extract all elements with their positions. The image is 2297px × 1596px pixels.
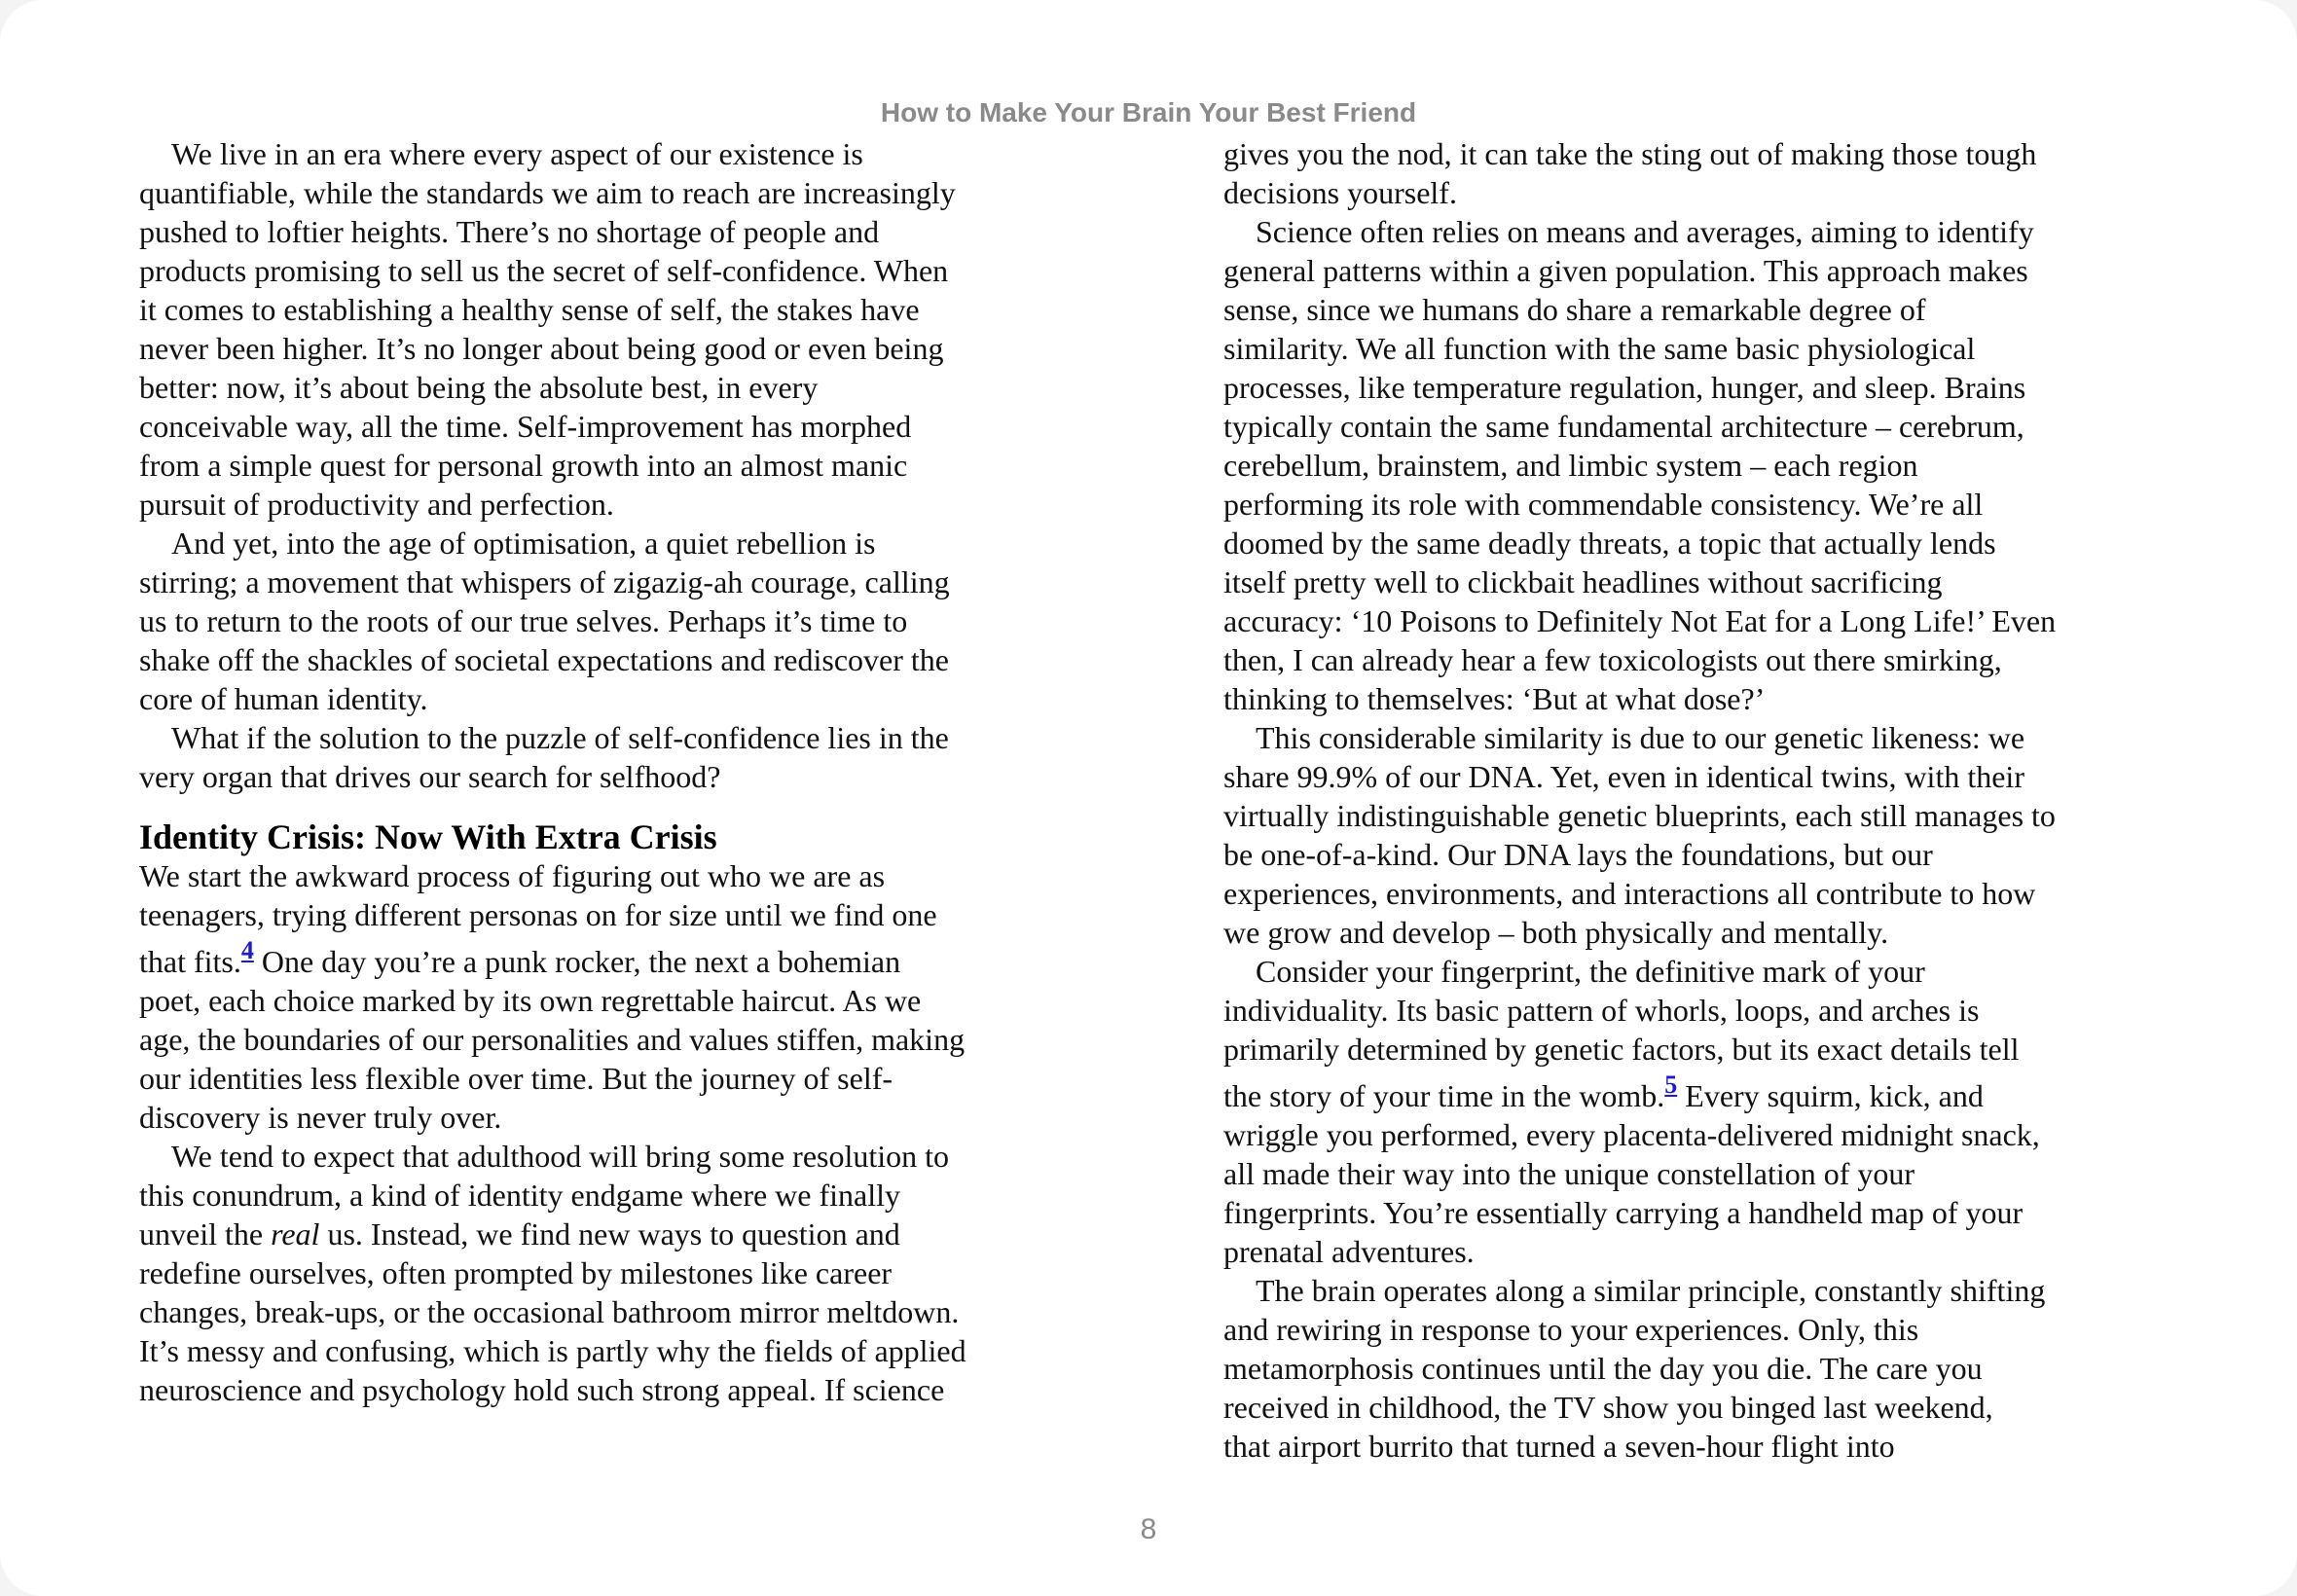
text-line: fingerprints. You’re essentially carrying a handheld map of your [1223, 1195, 2024, 1230]
text-line: redefine ourselves, often prompted by milestones like career [139, 1255, 893, 1290]
text-line: conceivable way, all the time. Self-improvement has morphed [139, 409, 912, 444]
text-line: very organ that drives our search for selfhood? [139, 759, 721, 794]
text-line: Science often relies on means and averages, aiming to identify [1256, 214, 2034, 249]
text-line: it comes to establishing a healthy sense of self, the stakes have [139, 292, 920, 327]
text-line: decisions yourself. [1223, 175, 1457, 210]
paragraph [1223, 1271, 2187, 1466]
emphasis-text: real [271, 1216, 320, 1251]
text-line [139, 934, 1103, 981]
text-line: changes, break-ups, or the occasional bathroom mirror meltdown. [139, 1294, 960, 1329]
text-line: shake off the shackles of societal expectations and rediscover the [139, 642, 949, 677]
text-line: What if the solution to the puzzle of self-confidence lies in the [171, 720, 949, 755]
text-line: typically contain the same fundamental architecture – cerebrum, [1223, 409, 2024, 444]
right-column [1223, 134, 2187, 1466]
paragraph [1223, 952, 2187, 1271]
text-line: We live in an era where every aspect of our existence is [171, 136, 863, 171]
text-line: neuroscience and psychology hold such strong appeal. If science [139, 1372, 945, 1407]
text-line: Consider your fingerprint, the definitive mark of your [1256, 954, 1925, 989]
text-line [1223, 1069, 2187, 1115]
text-line: metamorphosis continues until the day you die. The care you [1223, 1351, 1983, 1386]
text-line: doomed by the same deadly threats, a topic that actually lends [1223, 526, 1996, 561]
text-line: products promising to sell us the secret of self-confidence. When [139, 253, 949, 288]
text-line: then, I can already hear a few toxicologists out there smirking, [1223, 642, 2002, 677]
text-line: teenagers, trying different personas on for size until we find one [139, 897, 937, 932]
paragraph [139, 524, 1103, 718]
paragraph [139, 134, 1103, 524]
text-line: We tend to expect that adulthood will bring some resolution to [171, 1139, 950, 1174]
text-line: prenatal adventures. [1223, 1234, 1475, 1269]
text-segment: that fits. [139, 944, 241, 979]
text-segment: One day you’re a punk rocker, the next a bohemian [253, 944, 901, 979]
text-line: similarity. We all function with the same basic physiological [1223, 331, 1976, 366]
text-line: our identities less flexible over time. But the journey of self- [139, 1061, 893, 1096]
text-line: us to return to the roots of our true selves. Perhaps it’s time to [139, 603, 908, 638]
text-segment: Every squirm, kick, and [1677, 1078, 1984, 1113]
left-column [139, 134, 1103, 1409]
text-line: The brain operates along a similar principle, constantly shifting [1256, 1273, 2046, 1308]
text-line: received in childhood, the TV show you binged last weekend, [1223, 1390, 1993, 1425]
text-line: and rewiring in response to your experiences. Only, this [1223, 1312, 1919, 1347]
text-line: quantifiable, while the standards we aim to reach are increasingly [139, 175, 956, 210]
paragraph [1223, 134, 2187, 212]
paragraph [1223, 718, 2187, 952]
text-segment: us. Instead, we find new ways to question and [319, 1216, 900, 1251]
text-line: This considerable similarity is due to our genetic likeness: we [1256, 720, 2025, 755]
text-line: It’s messy and confusing, which is partly why the fields of applied [139, 1333, 966, 1368]
text-line: age, the boundaries of our personalities and values stiffen, making [139, 1022, 966, 1057]
text-line: better: now, it’s about being the absolute best, in every [139, 370, 819, 405]
text-line: virtually indistinguishable genetic blueprints, each still manages to [1223, 798, 2056, 833]
page-number: 8 [1140, 1513, 1157, 1545]
text-line: And yet, into the age of optimisation, a quiet rebellion is [171, 526, 876, 561]
text-line: primarily determined by genetic factors, but its exact details tell [1223, 1032, 2020, 1067]
text-line: poet, each choice marked by its own regrettable haircut. As we [139, 983, 922, 1018]
text-line: stirring; a movement that whispers of zigazig-ah courage, calling [139, 564, 950, 599]
text-line: performing its role with commendable consistency. We’re all [1223, 487, 1984, 522]
text-line: processes, like temperature regulation, hunger, and sleep. Brains [1223, 370, 2026, 405]
footnote-link-4[interactable]: 4 [240, 936, 254, 964]
text-line: general patterns within a given population. This approach makes [1223, 253, 2028, 288]
text-line: all made their way into the unique constellation of your [1223, 1156, 1915, 1191]
paragraph [139, 1137, 1103, 1409]
text-line: gives you the nod, it can take the sting out of making those tough [1223, 136, 2037, 171]
text-line: core of human identity. [139, 681, 428, 716]
section-heading: Identity Crisis: Now With Extra Crisis [139, 817, 717, 856]
text-line: pursuit of productivity and perfection. [139, 487, 614, 522]
text-line: this conundrum, a kind of identity endgame where we finally [139, 1178, 901, 1213]
text-line: from a simple quest for personal growth into an almost manic [139, 448, 908, 483]
text-line: accuracy: ‘10 Poisons to Definitely Not Eat for a Long Life!’ Even [1223, 603, 2057, 638]
text-line: we grow and develop – both physically and mentally. [1223, 915, 1889, 950]
text-line: We start the awkward process of figuring out who we are as [139, 858, 886, 893]
paragraph [139, 718, 1103, 796]
text-line: wriggle you performed, every placenta-delivered midnight snack, [1223, 1117, 2040, 1152]
text-line: cerebellum, brainstem, and limbic system – each region [1223, 448, 1918, 483]
text-line: sense, since we humans do share a remarkable degree of [1223, 292, 1926, 327]
text-line: pushed to loftier heights. There’s no shortage of people and [139, 214, 880, 249]
text-line: be one-of-a-kind. Our DNA lays the foundations, but our [1223, 837, 1933, 872]
footnote-link-5[interactable]: 5 [1664, 1070, 1678, 1099]
text-line: individuality. Its basic pattern of whorls, loops, and arches is [1223, 993, 1980, 1028]
text-line: experiences, environments, and interactions all contribute to how [1223, 876, 2036, 911]
text-line: itself pretty well to clickbait headlines without sacrificing [1223, 564, 1943, 599]
paragraph [139, 856, 1103, 1137]
text-segment: unveil the [139, 1216, 272, 1251]
text-line: discovery is never truly over. [139, 1100, 502, 1135]
text-line: never been higher. It’s no longer about being good or even being [139, 331, 944, 366]
paragraph [1223, 212, 2187, 718]
running-header-book-title: How to Make Your Brain Your Best Friend [880, 97, 1417, 127]
text-segment: the story of your time in the womb. [1223, 1078, 1665, 1113]
text-line: thinking to themselves: ‘But at what dose?’ [1223, 681, 1766, 716]
text-line: that airport burrito that turned a seven-hour flight into [1223, 1429, 1895, 1464]
text-line [139, 1215, 1103, 1253]
text-line: share 99.9% of our DNA. Yet, even in identical twins, with their [1223, 759, 2024, 794]
